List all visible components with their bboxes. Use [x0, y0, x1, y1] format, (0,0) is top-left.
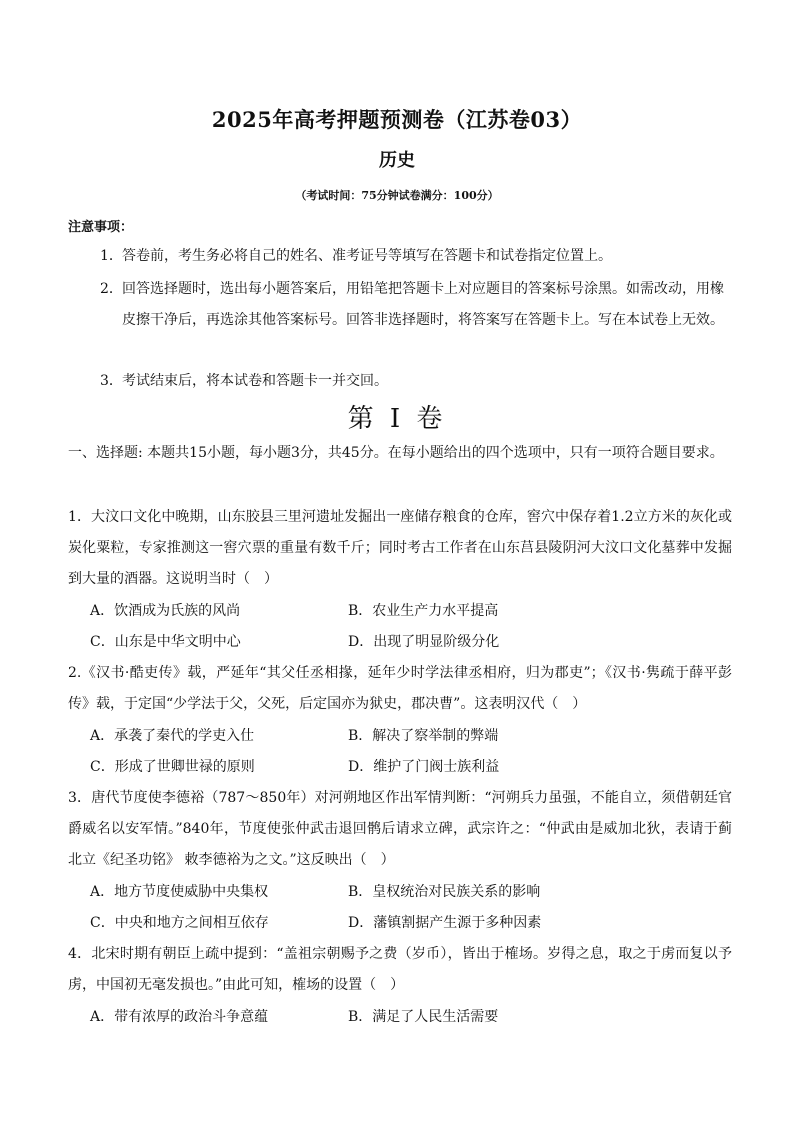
- notice-text: 回答选择题时，选出每小题答案后，用铅笔把答题卡上对应题目的答案标号涂黑。如需改动，用橡皮擦干净后，再选涂其他答案标号。回答非选择题时，将答案写在答题卡上。写在本试卷上无效。: [122, 281, 724, 328]
- option-b: B．满足了人民生活需要: [348, 1009, 499, 1025]
- notice-item-3: [100, 366, 730, 397]
- notice-title: 注意事项：: [68, 220, 134, 235]
- option-b: B．皇权统治对民族关系的影响: [348, 884, 541, 900]
- question-1-options: [90, 596, 730, 658]
- option-b: B．解决了察举制的弊端: [348, 728, 499, 744]
- option-a: A．地方节度使威胁中央集权: [90, 884, 269, 900]
- question-2-options: [90, 721, 730, 783]
- notice-num: 2．: [100, 281, 123, 297]
- notice-num: 3．: [100, 373, 123, 389]
- notice-text: 答卷前，考生务必将自己的姓名、准考证号等填写在答题卡和试卷指定位置上。: [122, 248, 612, 264]
- subject-title: 历史: [379, 150, 415, 171]
- notice-item-1: [100, 241, 730, 272]
- option-a: A．承袭了秦代的学吏入仕: [90, 728, 255, 744]
- notice-num: 1．: [100, 248, 123, 264]
- option-d: D．出现了明显阶级分化: [348, 634, 500, 650]
- option-a: A．饮酒成为氏族的风尚: [90, 603, 241, 619]
- notice-text: 考试结束后，将本试卷和答题卡一并交回。: [122, 373, 388, 389]
- page-title: 2025年高考押题预测卷（江苏卷03）: [211, 107, 583, 132]
- option-c: C．中央和地方之间相互依存: [90, 915, 269, 931]
- option-d: D．维护了门阀士族利益: [348, 759, 500, 775]
- question-2-stem: 2.《汉书·酷吏传》载，严延年“其父任丞相掾，延年少时学法律丞相府，归为郡吏”；《汉书·隽疏于薛平彭传》载，于定国“少学法于父，父死，后定国亦为狱史，郡决曹”。这表明汉代（ ）: [68, 665, 732, 712]
- exam-info: （考试时间：75分钟试卷满分：100分）: [295, 189, 499, 202]
- option-d: D．藩镇割据产生源于多种因素: [348, 915, 542, 931]
- option-c: C．形成了世卿世禄的原则: [90, 759, 255, 775]
- section-instruction: 一、选择题: 本题共15小题，每小题3分，共45分。在每小题给出的四个选项中，只有一项符合题目要求。: [68, 445, 724, 461]
- option-c: C．山东是中华文明中心: [90, 634, 241, 650]
- notice-item-2: [100, 274, 730, 336]
- question-4-options: [90, 1002, 730, 1033]
- question-4-stem: 4．北宋时期有朝臣上疏中提到：“盖祖宗朝赐予之费（岁币），皆出于榷场。岁得之息，取之于虏而复以予虏，中国初无毫发损也。”由此可知，榷场的设置（ ）: [68, 946, 732, 993]
- section-title: 第 I 卷: [347, 404, 447, 434]
- option-b: B．农业生产力水平提高: [348, 603, 499, 619]
- option-a: A．带有浓厚的政治斗争意蕴: [90, 1009, 269, 1025]
- question-3-stem: 3．唐代节度使李德裕（787～850年）对河朔地区作出军情判断：“河朔兵力虽强，不能自立，须借朝廷官爵威名以安军情。”840年，节度使张仲武击退回鹘后请求立碑，武宗许之：“仲武由是威加北狄，表请于蓟北立《纪圣功铭》 敕李德裕为之文。”这反映出（ ）: [68, 790, 732, 868]
- question-3-options: [90, 877, 730, 939]
- question-1-stem: 1．大汶口文化中晚期，山东胶县三里河遗址发掘出一座储存粮食的仓库，窖穴中保存着1.2立方米的灰化或炭化粟粒，专家推测这一窖穴票的重量有数千斤；同时考古工作者在山东莒县陵阴河大汶口文化墓葬中发掘到大量的酒器。这说明当时（ ）: [68, 509, 732, 587]
